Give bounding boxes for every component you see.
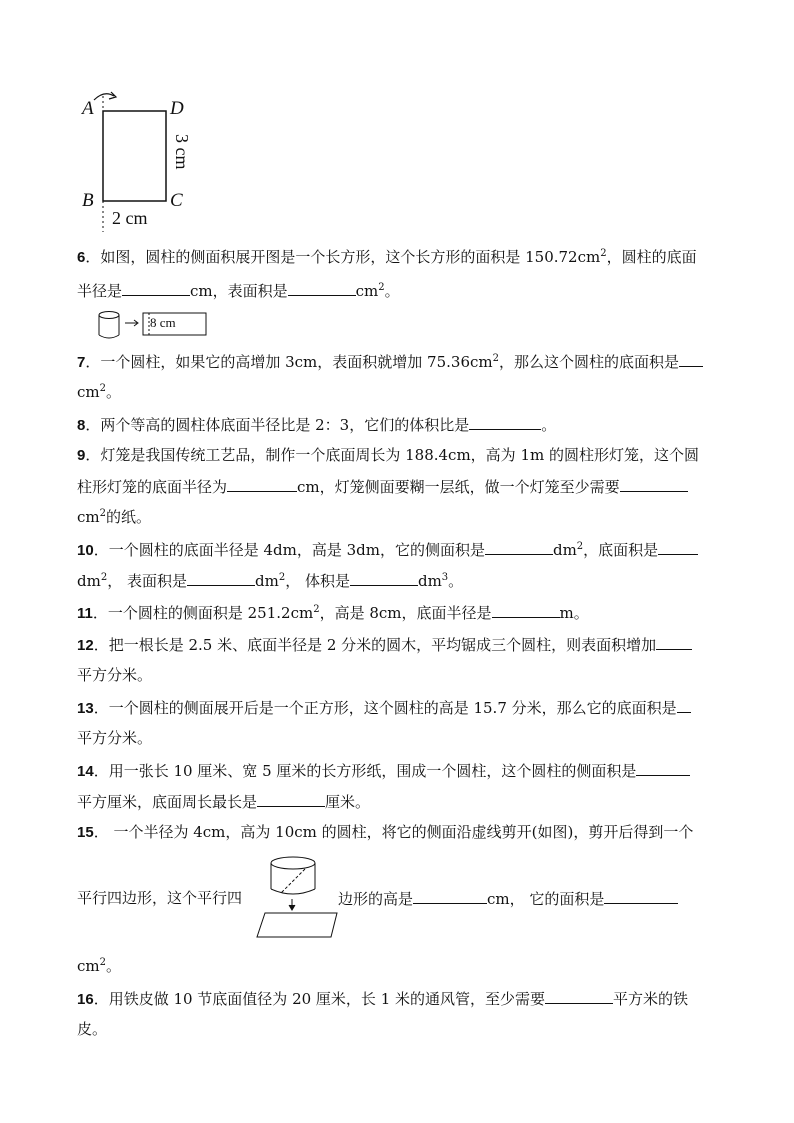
superscript: 2 <box>492 353 499 364</box>
question-text: 平方米的铁 <box>613 990 689 1008</box>
answer-blank[interactable] <box>485 538 553 555</box>
height-label: 3 cm <box>172 134 192 170</box>
question-12-line-2 <box>77 664 152 686</box>
question-text: dm <box>417 572 442 590</box>
question-text: dm <box>77 572 101 590</box>
question-text: cm，灯笼侧面要糊一层纸，做一个灯笼至少需要 <box>297 478 620 496</box>
answer-blank[interactable] <box>257 790 325 807</box>
question-text: 平行四边形，这个平行四 <box>77 889 243 907</box>
question-text: 。 <box>106 957 122 975</box>
question-6-line-1 <box>77 246 697 269</box>
question-11-line <box>77 601 589 625</box>
question-number: 13 <box>77 700 94 717</box>
question-text: ．一个圆柱的侧面积是 251.2cm <box>92 604 314 622</box>
answer-blank[interactable] <box>679 350 703 367</box>
question-16-line-1 <box>77 987 688 1011</box>
question-text: 厘米。 <box>325 793 371 811</box>
question-16-line-2 <box>77 1018 107 1040</box>
question-9-line-2 <box>77 475 688 498</box>
answer-blank[interactable] <box>122 279 190 296</box>
question-text: ，高是 8cm，底面半径是 <box>319 604 492 622</box>
width-label: 2 cm <box>112 208 148 228</box>
question-text: 平方分米。 <box>77 666 153 684</box>
question-15-line-3 <box>77 955 121 977</box>
answer-blank[interactable] <box>658 538 698 555</box>
question-number: 10 <box>77 542 94 559</box>
question-text: 。 <box>541 416 557 434</box>
question-text: 皮。 <box>77 1020 108 1038</box>
question-number: 9 <box>77 447 86 464</box>
question-14-line-1 <box>77 759 690 783</box>
question-text: cm <box>355 282 379 300</box>
question-number: 8 <box>77 417 86 434</box>
question-text: ，圆柱的底面 <box>606 248 697 266</box>
question-12-line-1 <box>77 633 692 657</box>
question-text: 。 <box>384 282 400 300</box>
question-text: ．灯笼是我国传统工艺品，制作一个底面周长为 188.4cm，高为 1m 的圆柱形灯笼，这个圆 <box>85 446 699 464</box>
rectangle-figure <box>78 84 198 234</box>
superscript: 2 <box>576 541 584 552</box>
question-text: ．两个等高的圆柱体底面半径比是 2：3，它们的体积比是 <box>85 416 470 434</box>
cylinder-cut-figure <box>255 855 339 941</box>
superscript: 2 <box>313 604 320 615</box>
answer-blank[interactable] <box>469 413 541 430</box>
question-text: ．一个圆柱的底面半径是 4dm，高是 3dm，它的侧面积是 <box>93 541 485 559</box>
superscript: 2 <box>99 508 106 519</box>
cylinder-unroll-figure <box>92 309 212 343</box>
question-text: cm，表面积是 <box>190 282 288 300</box>
question-9-line-3 <box>77 506 151 528</box>
superscript: 2 <box>378 282 385 293</box>
cylinder-cut-drawing <box>255 855 339 941</box>
question-text: dm <box>254 572 279 590</box>
question-7-line-1 <box>77 350 703 374</box>
answer-blank[interactable] <box>492 601 560 618</box>
vertex-label-b: B <box>82 190 94 211</box>
question-number: 6 <box>77 249 86 266</box>
question-number: 12 <box>77 637 94 654</box>
question-text: 的纸。 <box>106 508 152 526</box>
question-7-line-2 <box>77 381 121 403</box>
question-text: 平方分米。 <box>77 729 153 747</box>
vertex-label-a: A <box>82 98 94 119</box>
question-13-line-1 <box>77 696 691 720</box>
question-15-line-2-continued <box>338 887 678 910</box>
question-text: 边形的高是 <box>338 890 414 908</box>
answer-blank[interactable] <box>604 887 678 904</box>
question-text: cm， 它的面积是 <box>487 890 605 908</box>
question-10-line-1 <box>77 538 698 562</box>
vertex-label-c: C <box>170 190 183 211</box>
question-8-line <box>77 413 556 437</box>
superscript: 3 <box>441 572 449 583</box>
question-text: 。 <box>106 383 122 401</box>
vertex-label-d: D <box>170 98 184 119</box>
question-15-line-2 <box>77 887 242 909</box>
question-text: ．如图，圆柱的侧面积展开图是一个长方形，这个长方形的面积是 150.72cm <box>85 248 601 266</box>
question-13-line-2 <box>77 727 152 749</box>
question-number: 14 <box>77 763 94 780</box>
question-text: 平方厘米，底面周长最长是 <box>77 793 258 811</box>
question-text: ，那么这个圆柱的底面积是 <box>499 353 680 371</box>
question-text: ， 表面积是 <box>107 572 187 590</box>
question-text: 柱形灯笼的底面半径为 <box>77 478 228 496</box>
answer-blank[interactable] <box>227 475 297 492</box>
question-6-line-2 <box>77 279 400 302</box>
question-text: cm <box>77 508 100 526</box>
answer-blank[interactable] <box>656 633 692 650</box>
superscript: 2 <box>600 248 607 259</box>
superscript: 2 <box>99 383 106 394</box>
answer-blank[interactable] <box>545 987 613 1004</box>
answer-blank[interactable] <box>350 569 418 586</box>
question-text: ，底面积是 <box>583 541 659 559</box>
superscript: 2 <box>100 572 108 583</box>
question-text: ．用铁皮做 10 节底面值径为 20 厘米，长 1 米的通风管，至少需要 <box>93 990 546 1008</box>
question-number: 16 <box>77 991 94 1008</box>
answer-blank[interactable] <box>288 279 356 296</box>
answer-blank[interactable] <box>620 475 688 492</box>
answer-blank[interactable] <box>677 696 691 713</box>
question-10-line-2 <box>77 569 463 592</box>
question-text: 半径是 <box>77 282 123 300</box>
question-text: cm <box>77 383 100 401</box>
question-text: cm <box>77 957 100 975</box>
question-number: 15 <box>77 824 94 841</box>
question-text: ．一个圆柱的侧面展开后是一个正方形，这个圆柱的高是 15.7 分米，那么它的底面积是 <box>93 699 677 717</box>
superscript: 2 <box>99 957 106 968</box>
question-number: 11 <box>77 605 93 622</box>
answer-blank[interactable] <box>636 759 690 776</box>
length-label: 8 cm <box>150 315 176 330</box>
answer-blank[interactable] <box>413 887 487 904</box>
superscript: 2 <box>278 572 286 583</box>
question-text: ．一个圆柱，如果它的高增加 3cm，表面积就增加 75.36cm <box>85 353 493 371</box>
question-9-line-1 <box>77 444 699 467</box>
question-number: 7 <box>77 354 86 371</box>
question-text: m。 <box>559 604 589 622</box>
question-text: ． 一个半径为 4cm，高为 10cm 的圆柱，将它的侧面沿虚线剪开(如图)，剪开后得到一个 <box>93 823 694 841</box>
question-15-line-1 <box>77 821 693 844</box>
question-text: ， 体积是 <box>285 572 350 590</box>
question-text: 。 <box>448 572 464 590</box>
question-text: ．把一根长是 2.5 米、底面半径是 2 分米的圆木，平均锯成三个圆柱，则表面积增加 <box>93 636 657 654</box>
question-text: ．用一张长 10 厘米、宽 5 厘米的长方形纸，围成一个圆柱，这个圆柱的侧面积是 <box>93 762 637 780</box>
answer-blank[interactable] <box>187 569 255 586</box>
question-14-line-2 <box>77 790 370 813</box>
question-text: dm <box>552 541 577 559</box>
